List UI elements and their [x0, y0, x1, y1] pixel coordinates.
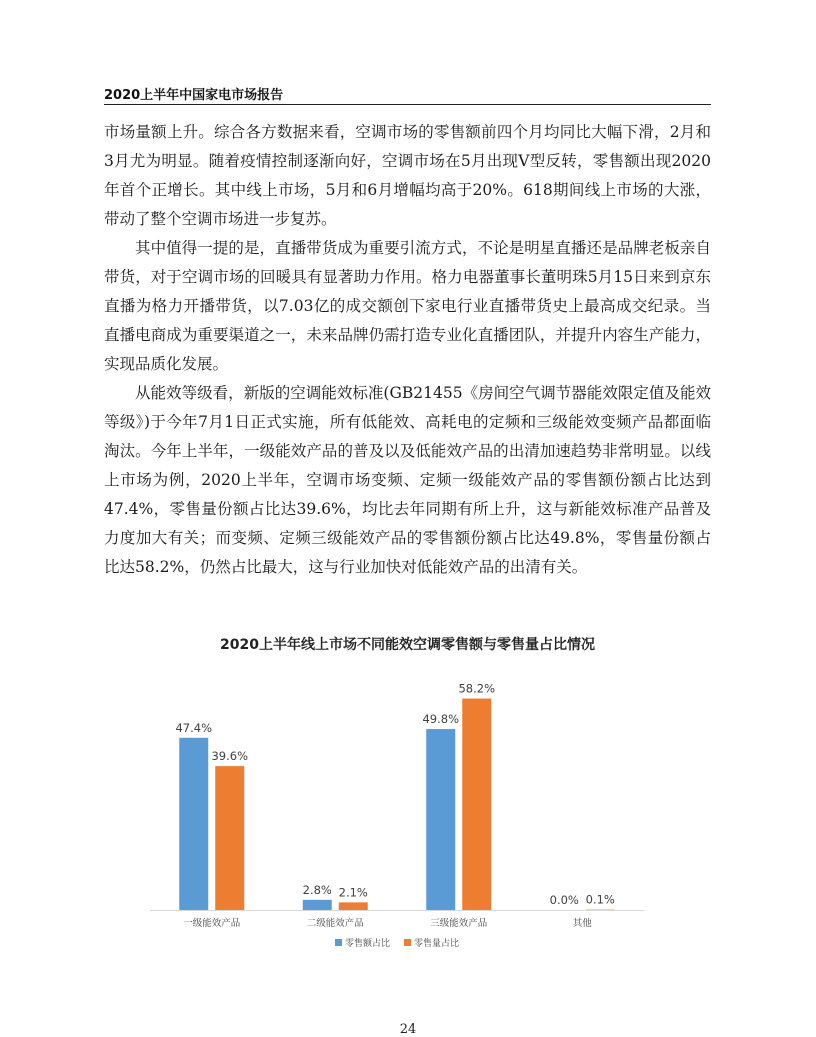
bar-1-3 — [426, 729, 455, 910]
legend-item-sales-value — [335, 936, 390, 949]
x-tick-label-1: 一级能效产品 — [183, 917, 241, 929]
x-tick-label-4: 其他 — [573, 917, 593, 929]
paragraph-1: 市场量额上升。综合各方数据来看，空调市场的零售额前四个月均同比大幅下滑，2月和3月尤为明显。随着疫情控制逐渐向好，空调市场在5月出现V型反转，零售额出现2020年首个正增长。其中线上市场，5月和6月增幅均高于20%。618期间线上市场的大涨，带动了整个空调市场进一步复苏。 — [104, 118, 711, 234]
page-number: 24 — [0, 1022, 816, 1037]
chart-title: 2020上半年线上市场不同能效空调零售额与零售量占比情况 — [104, 634, 711, 654]
body-text — [104, 118, 711, 582]
bar-chart — [150, 665, 644, 935]
data-label-1-2: 2.8% — [303, 883, 332, 897]
running-header: 2020上半年中国家电市场报告 — [104, 84, 710, 103]
paragraph-2: 其中值得一提的是，直播带货成为重要引流方式，不论是明星直播还是品牌老板亲自带货，对于空调市场的回暖具有显著助力作用。格力电器董事长董明珠5月15日来到京东直播为格力开播带货，以7.03亿的成交额创下家电行业直播带货史上最高成交纪录。当直播电商成为重要渠道之一，未来品牌仍需打造专业化直播团队，并提升内容生产能力，实现品质化发展。 — [104, 234, 711, 379]
legend-label-sales-volume: 零售量占比 — [414, 936, 459, 949]
legend-swatch-sales-volume — [404, 939, 411, 946]
bar-2-1 — [215, 766, 244, 910]
bar-2-3 — [462, 699, 491, 910]
data-label-1-1: 47.4% — [175, 721, 212, 735]
data-label-1-4: 0.0% — [550, 893, 579, 907]
header-rule — [104, 104, 711, 105]
data-label-2-2: 2.1% — [339, 885, 368, 899]
legend-item-sales-volume — [404, 936, 459, 949]
chart-legend — [150, 936, 644, 949]
legend-label-sales-value: 零售额占比 — [345, 936, 390, 949]
x-tick-label-2: 二级能效产品 — [307, 917, 365, 929]
data-label-2-3: 58.2% — [458, 682, 495, 696]
bar-1-1 — [179, 738, 208, 910]
paragraph-3: 从能效等级看，新版的空调能效标准(GB21455《房间空气调节器能效限定值及能效等级》)于今年7月1日正式实施，所有低能效、高耗电的定频和三级能效变频产品都面临淘汰。今年上半年，一级能效产品的普及以及低能效产品的出清加速趋势非常明显。以线上市场为例，2020上半年，空调市场变频、定频一级能效产品的零售额份额占比达到47.4%，零售量份额占比达39.6%，均比去年同期有所上升，这与新能效标准产品普及力度加大有关；而变频、定频三级能效产品的零售额份额占比达49.8%，零售量份额占比达58.2%，仍然占比最大，这与行业加快对低能效产品的出清有关。 — [104, 379, 711, 582]
data-label-1-3: 49.8% — [422, 712, 459, 726]
bar-1-2 — [303, 900, 332, 910]
legend-swatch-sales-value — [335, 939, 342, 946]
data-label-2-4: 0.1% — [586, 893, 615, 907]
x-tick-label-3: 三级能效产品 — [430, 917, 488, 929]
data-label-2-1: 39.6% — [211, 749, 248, 763]
bar-2-2 — [339, 902, 368, 910]
